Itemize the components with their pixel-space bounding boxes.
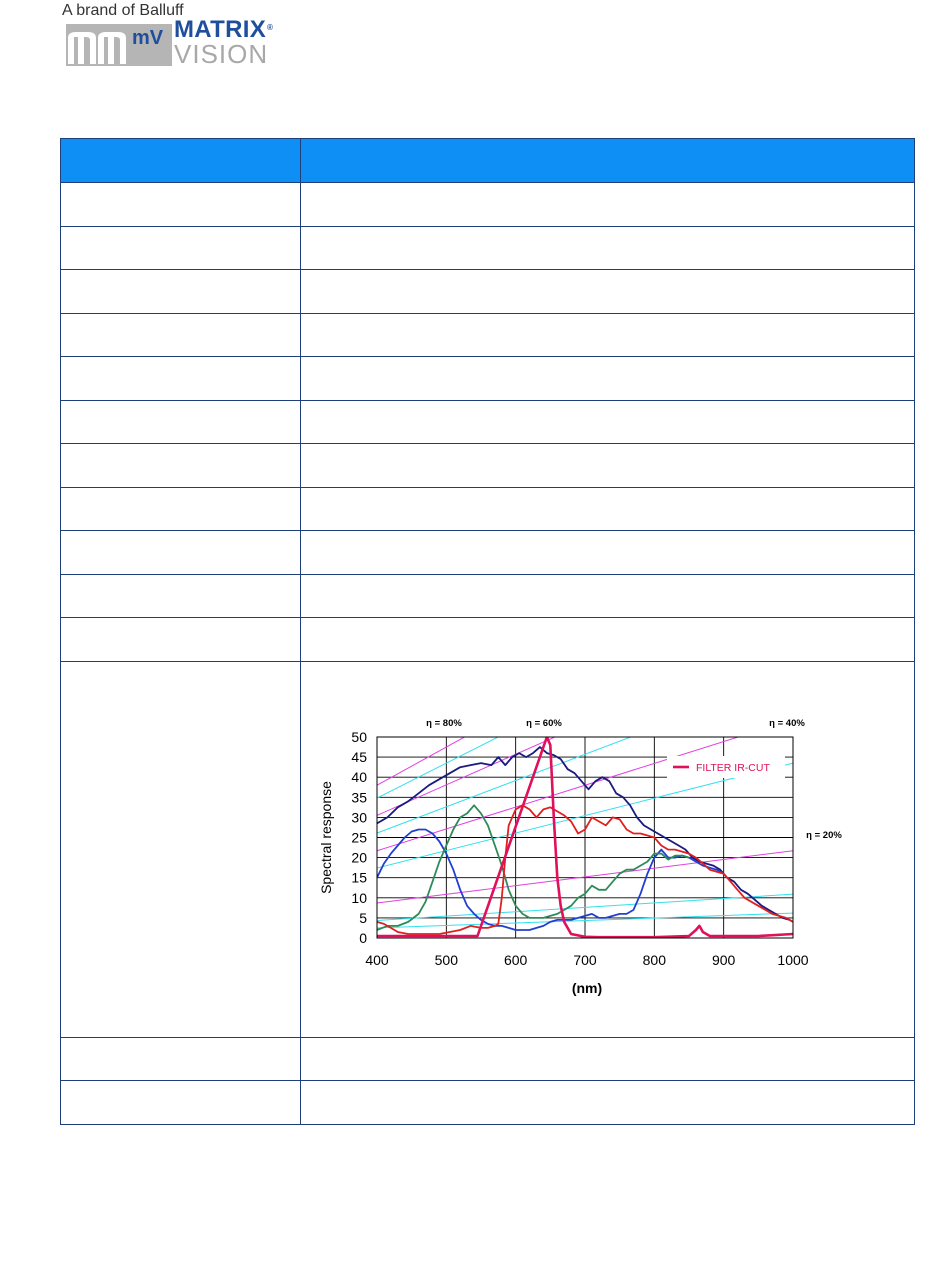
chart-legend <box>667 756 785 778</box>
table-row <box>61 487 915 531</box>
x-tick-label: 400 <box>365 951 389 968</box>
efficiency-label: η = 20% <box>806 829 842 841</box>
table-row-spectral-chart <box>61 661 915 1037</box>
table-cell <box>301 183 915 227</box>
spectral-response-chart <box>301 662 915 1037</box>
y-tick-label: 15 <box>351 869 367 886</box>
y-tick-label: 5 <box>359 909 367 926</box>
x-tick-label: 1000 <box>777 951 809 968</box>
x-tick-label: 800 <box>642 951 667 968</box>
x-tick-label: 700 <box>573 951 597 968</box>
table-header-row <box>61 139 915 183</box>
table-header-cell <box>61 139 301 183</box>
table-cell <box>61 444 301 488</box>
table-cell <box>61 618 301 662</box>
table-cell <box>61 531 301 575</box>
table-cell <box>301 400 915 444</box>
brand-tagline: A brand of Balluff <box>62 2 184 19</box>
table-cell <box>301 270 915 314</box>
table-header-cell <box>301 139 915 183</box>
efficiency-label: η = 60% <box>526 717 562 729</box>
table-row <box>61 357 915 401</box>
y-tick-label: 10 <box>351 889 367 906</box>
table-cell <box>301 574 915 618</box>
logo-matrix-text: MATRIX® <box>174 16 274 43</box>
y-tick-label: 35 <box>351 788 367 805</box>
logo-vision-text: VISION <box>174 39 269 69</box>
table-cell <box>61 1037 301 1081</box>
table-row <box>61 444 915 488</box>
table-cell <box>61 183 301 227</box>
y-tick-label: 40 <box>351 768 367 785</box>
table-cell <box>301 357 915 401</box>
table-row <box>61 226 915 270</box>
efficiency-label: η = 40% <box>769 717 805 729</box>
x-tick-label: 900 <box>711 951 736 968</box>
table-cell <box>61 313 301 357</box>
table-cell <box>301 313 915 357</box>
y-tick-label: 50 <box>351 728 367 745</box>
logo-mark-text: mV <box>132 27 164 49</box>
table-cell <box>301 531 915 575</box>
specification-table <box>60 138 915 1125</box>
table-cell <box>301 444 915 488</box>
table-cell <box>61 574 301 618</box>
table-cell <box>61 270 301 314</box>
table-row <box>61 574 915 618</box>
table-cell <box>61 487 301 531</box>
table-row <box>61 531 915 575</box>
table-cell <box>301 226 915 270</box>
efficiency-label: η = 80% <box>426 717 462 729</box>
y-tick-label: 45 <box>351 748 367 765</box>
y-tick-label: 0 <box>359 929 367 946</box>
table-row <box>61 618 915 662</box>
y-axis-label: Spectral response <box>318 780 334 894</box>
y-tick-label: 30 <box>351 808 367 825</box>
x-tick-label: 600 <box>503 951 528 968</box>
table-cell <box>301 618 915 662</box>
table-cell <box>61 661 301 1037</box>
y-tick-label: 20 <box>351 849 367 866</box>
table-row <box>61 313 915 357</box>
table-cell <box>61 357 301 401</box>
y-tick-label: 25 <box>351 829 367 845</box>
matrix-vision-logo <box>62 2 302 68</box>
table-cell <box>301 1037 915 1081</box>
chart-cell <box>301 661 915 1037</box>
spectral-response-chart-svg <box>301 662 915 1037</box>
mv-logo-icon <box>66 20 172 66</box>
legend-label: FILTER IR-CUT <box>696 761 770 774</box>
table-cell <box>301 487 915 531</box>
table-cell <box>301 1081 915 1125</box>
table-cell <box>61 1081 301 1125</box>
table-cell <box>61 400 301 444</box>
table-row <box>61 270 915 314</box>
table-cell <box>61 226 301 270</box>
x-tick-label: 500 <box>434 951 459 968</box>
table-row <box>61 1037 915 1081</box>
table-row <box>61 1081 915 1125</box>
table-row <box>61 400 915 444</box>
x-axis-label: (nm) <box>571 979 603 996</box>
table-row <box>61 183 915 227</box>
